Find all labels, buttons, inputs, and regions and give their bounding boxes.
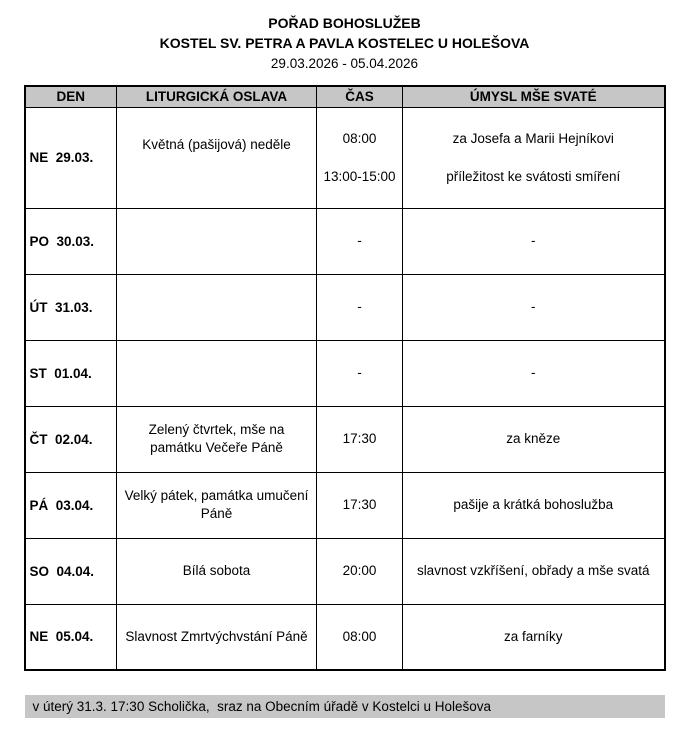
intention-text: příležitost ke svátosti smíření bbox=[446, 168, 621, 184]
day-cell: SO 04.04. bbox=[25, 538, 117, 604]
time-cell: - bbox=[317, 340, 403, 406]
day-cell: ČT 02.04. bbox=[25, 406, 117, 472]
table-row bbox=[25, 208, 665, 274]
intention-cell: za farníky bbox=[403, 604, 665, 670]
schedule-table bbox=[24, 85, 666, 671]
col-header-celebration: LITURGICKÁ OSLAVA bbox=[117, 86, 317, 107]
celebration-cell: Zelený čtvrtek, mše na památku Večeře Páně bbox=[117, 406, 317, 472]
celebration-cell: Slavnost Zmrtvýchvstání Páně bbox=[117, 604, 317, 670]
intention-cell: pašije a krátká bohoslužba bbox=[403, 472, 665, 538]
celebration-cell bbox=[117, 274, 317, 340]
table-header-row bbox=[25, 86, 665, 107]
table-row bbox=[25, 107, 665, 208]
celebration-cell: Velký pátek, památka umučení Páně bbox=[117, 472, 317, 538]
date-range: 29.03.2026 - 05.04.2026 bbox=[270, 56, 419, 71]
table-row bbox=[25, 340, 665, 406]
time-text: 08:00 bbox=[342, 130, 377, 146]
table-row bbox=[25, 538, 665, 604]
col-header-day: DEN bbox=[25, 86, 117, 107]
day-cell: PÁ 03.04. bbox=[25, 472, 117, 538]
time-cell: 08:00 bbox=[317, 604, 403, 670]
intention-cell: - bbox=[403, 274, 665, 340]
time-cell bbox=[317, 107, 403, 208]
intention-cell: - bbox=[403, 340, 665, 406]
celebration-cell bbox=[117, 340, 317, 406]
col-header-intention: ÚMYSL MŠE SVATÉ bbox=[403, 86, 665, 107]
day-cell: NE 29.03. bbox=[25, 107, 117, 208]
page-title: POŘAD BOHOSLUŽEB bbox=[268, 15, 421, 31]
intention-cell: - bbox=[403, 208, 665, 274]
celebration-text: Květná (pašijová) neděle bbox=[142, 136, 291, 152]
time-cell: 17:30 bbox=[317, 406, 403, 472]
col-header-time: ČAS bbox=[317, 86, 403, 107]
intention-cell: za kněze bbox=[403, 406, 665, 472]
table-row bbox=[25, 604, 665, 670]
celebration-cell bbox=[117, 107, 317, 208]
title-block bbox=[0, 13, 689, 74]
table-row bbox=[25, 406, 665, 472]
footer-note: v úterý 31.3. 17:30 Scholička, sraz na Obecním úřadě v Kostelci u Holešova bbox=[25, 695, 665, 718]
day-cell: ÚT 31.03. bbox=[25, 274, 117, 340]
page-subtitle: KOSTEL SV. PETRA A PAVLA KOSTELEC U HOLEŠOVA bbox=[159, 35, 530, 51]
time-text: 13:00-15:00 bbox=[323, 168, 396, 184]
day-cell: ST 01.04. bbox=[25, 340, 117, 406]
celebration-cell bbox=[117, 208, 317, 274]
intention-cell: slavnost vzkříšení, obřady a mše svatá bbox=[403, 538, 665, 604]
table-row bbox=[25, 274, 665, 340]
time-cell: - bbox=[317, 274, 403, 340]
celebration-cell: Bílá sobota bbox=[117, 538, 317, 604]
time-cell: 20:00 bbox=[317, 538, 403, 604]
intention-text: za Josefa a Marii Hejníkovi bbox=[452, 130, 614, 146]
time-cell: 17:30 bbox=[317, 472, 403, 538]
time-cell: - bbox=[317, 208, 403, 274]
day-cell: NE 05.04. bbox=[25, 604, 117, 670]
day-cell: PO 30.03. bbox=[25, 208, 117, 274]
table-row bbox=[25, 472, 665, 538]
intention-cell bbox=[403, 107, 665, 208]
